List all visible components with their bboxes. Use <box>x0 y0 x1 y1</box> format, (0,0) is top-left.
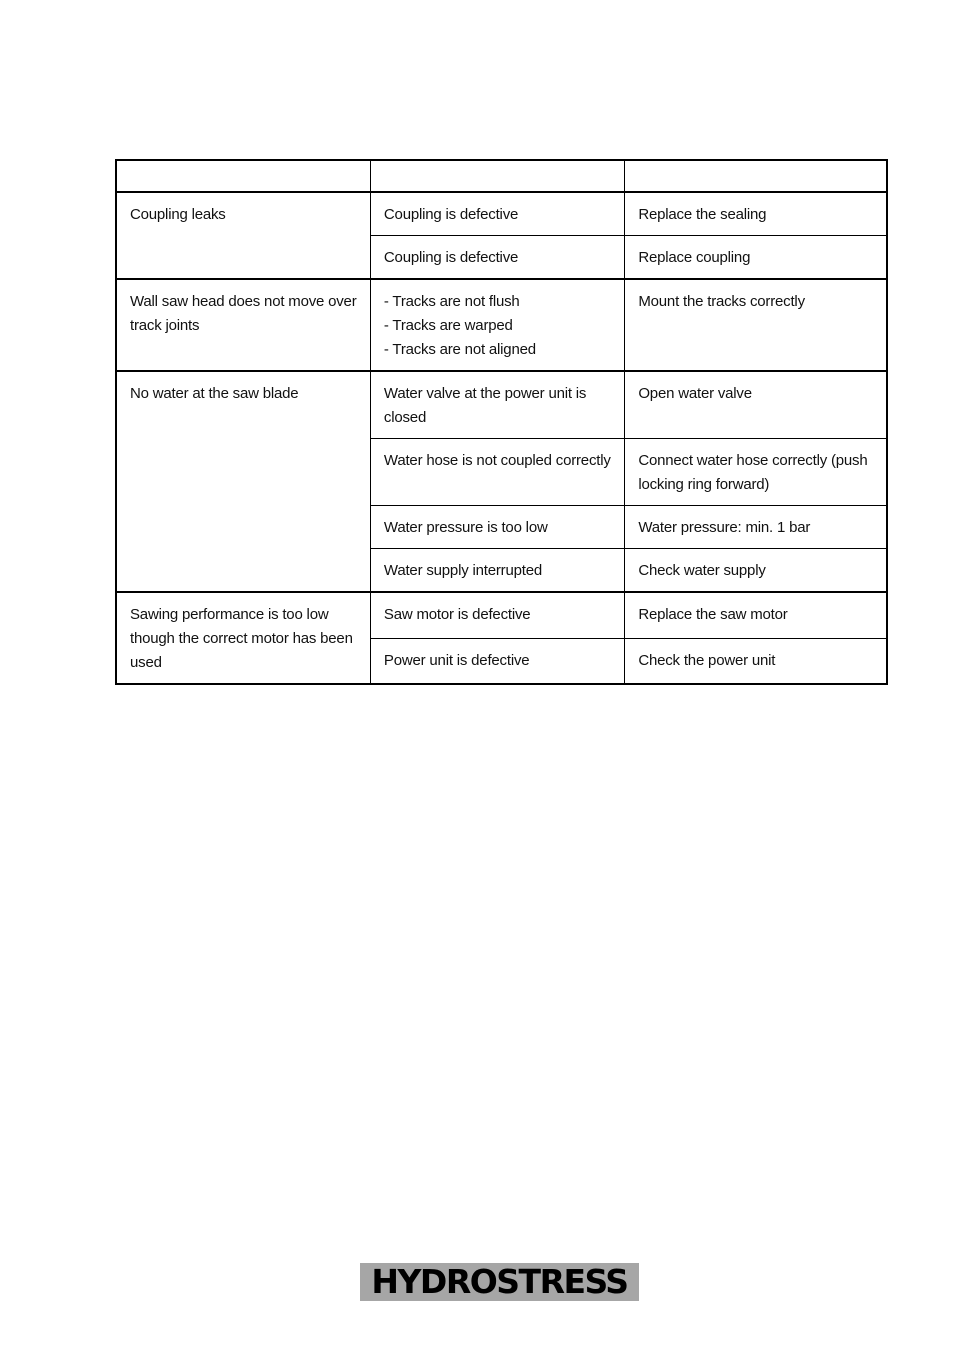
cause-text: Water valve at the power unit is closed <box>383 385 587 426</box>
cause-text: Water hose is not coupled correctly <box>383 452 611 469</box>
remedy-text: Water pressure: min. 1 bar <box>638 519 811 536</box>
cause-text: - Tracks are not flush <box>383 293 520 310</box>
cause-text: Water supply interrupted <box>383 562 542 579</box>
fault-cell: Sawing performance is too low though the correct motor has been used <box>116 592 370 684</box>
cause-text: Water pressure is too low <box>383 519 548 536</box>
remedy-cell <box>625 279 887 371</box>
cause-text: Coupling is defective <box>383 206 519 223</box>
remedy-cell <box>625 439 887 506</box>
remedy-text: Replace coupling <box>638 249 751 266</box>
cause-text: Power unit is defective <box>383 651 530 669</box>
cause-cell <box>370 638 624 684</box>
cause-cell <box>370 439 624 506</box>
troubleshooting-table <box>115 159 888 685</box>
header-cell-cause <box>370 160 624 192</box>
cause-cell <box>370 506 624 549</box>
troubleshooting-table-body <box>116 160 887 684</box>
cause-text: - Tracks are warped <box>383 317 513 334</box>
header-cell-fault <box>116 160 370 192</box>
remedy-cell <box>625 592 887 638</box>
cause-cell <box>370 192 624 236</box>
remedy-cell <box>625 638 887 684</box>
remedy-cell <box>625 371 887 439</box>
logo-text: HYDROSTRESS <box>371 1262 628 1301</box>
remedy-text: Replace the sealing <box>638 206 767 223</box>
cause-text: Coupling is defective <box>383 249 519 266</box>
hydrostress-logo <box>360 1263 639 1301</box>
fault-cell: Coupling leaks <box>116 192 370 279</box>
cause-cell <box>370 592 624 638</box>
remedy-cell <box>625 192 887 236</box>
cause-text: Saw motor is defective <box>383 606 531 623</box>
cause-text: - Tracks are not aligned <box>383 341 536 358</box>
remedy-cell <box>625 549 887 593</box>
table-row <box>116 592 887 638</box>
remedy-cell <box>625 506 887 549</box>
fault-cell: No water at the saw blade <box>116 371 370 592</box>
remedy-text: Replace the saw motor <box>638 606 788 623</box>
remedy-text: Connect water hose correctly (push locking ring forward) <box>638 452 868 493</box>
table-row <box>116 371 887 439</box>
table-row <box>116 279 887 371</box>
cause-cell <box>370 279 624 371</box>
table-row <box>116 192 887 236</box>
cause-cell <box>370 236 624 280</box>
remedy-text: Mount the tracks correctly <box>638 293 805 310</box>
cause-cell <box>370 549 624 593</box>
header-cell-remedy <box>625 160 887 192</box>
fault-cell: Wall saw head does not move over track joints <box>116 279 370 371</box>
cause-cell <box>370 371 624 439</box>
remedy-cell <box>625 236 887 280</box>
remedy-text: Check water supply <box>638 562 766 579</box>
table-header-row <box>116 160 887 192</box>
remedy-text: Open water valve <box>638 385 752 402</box>
remedy-text: Check the power unit <box>638 651 776 669</box>
